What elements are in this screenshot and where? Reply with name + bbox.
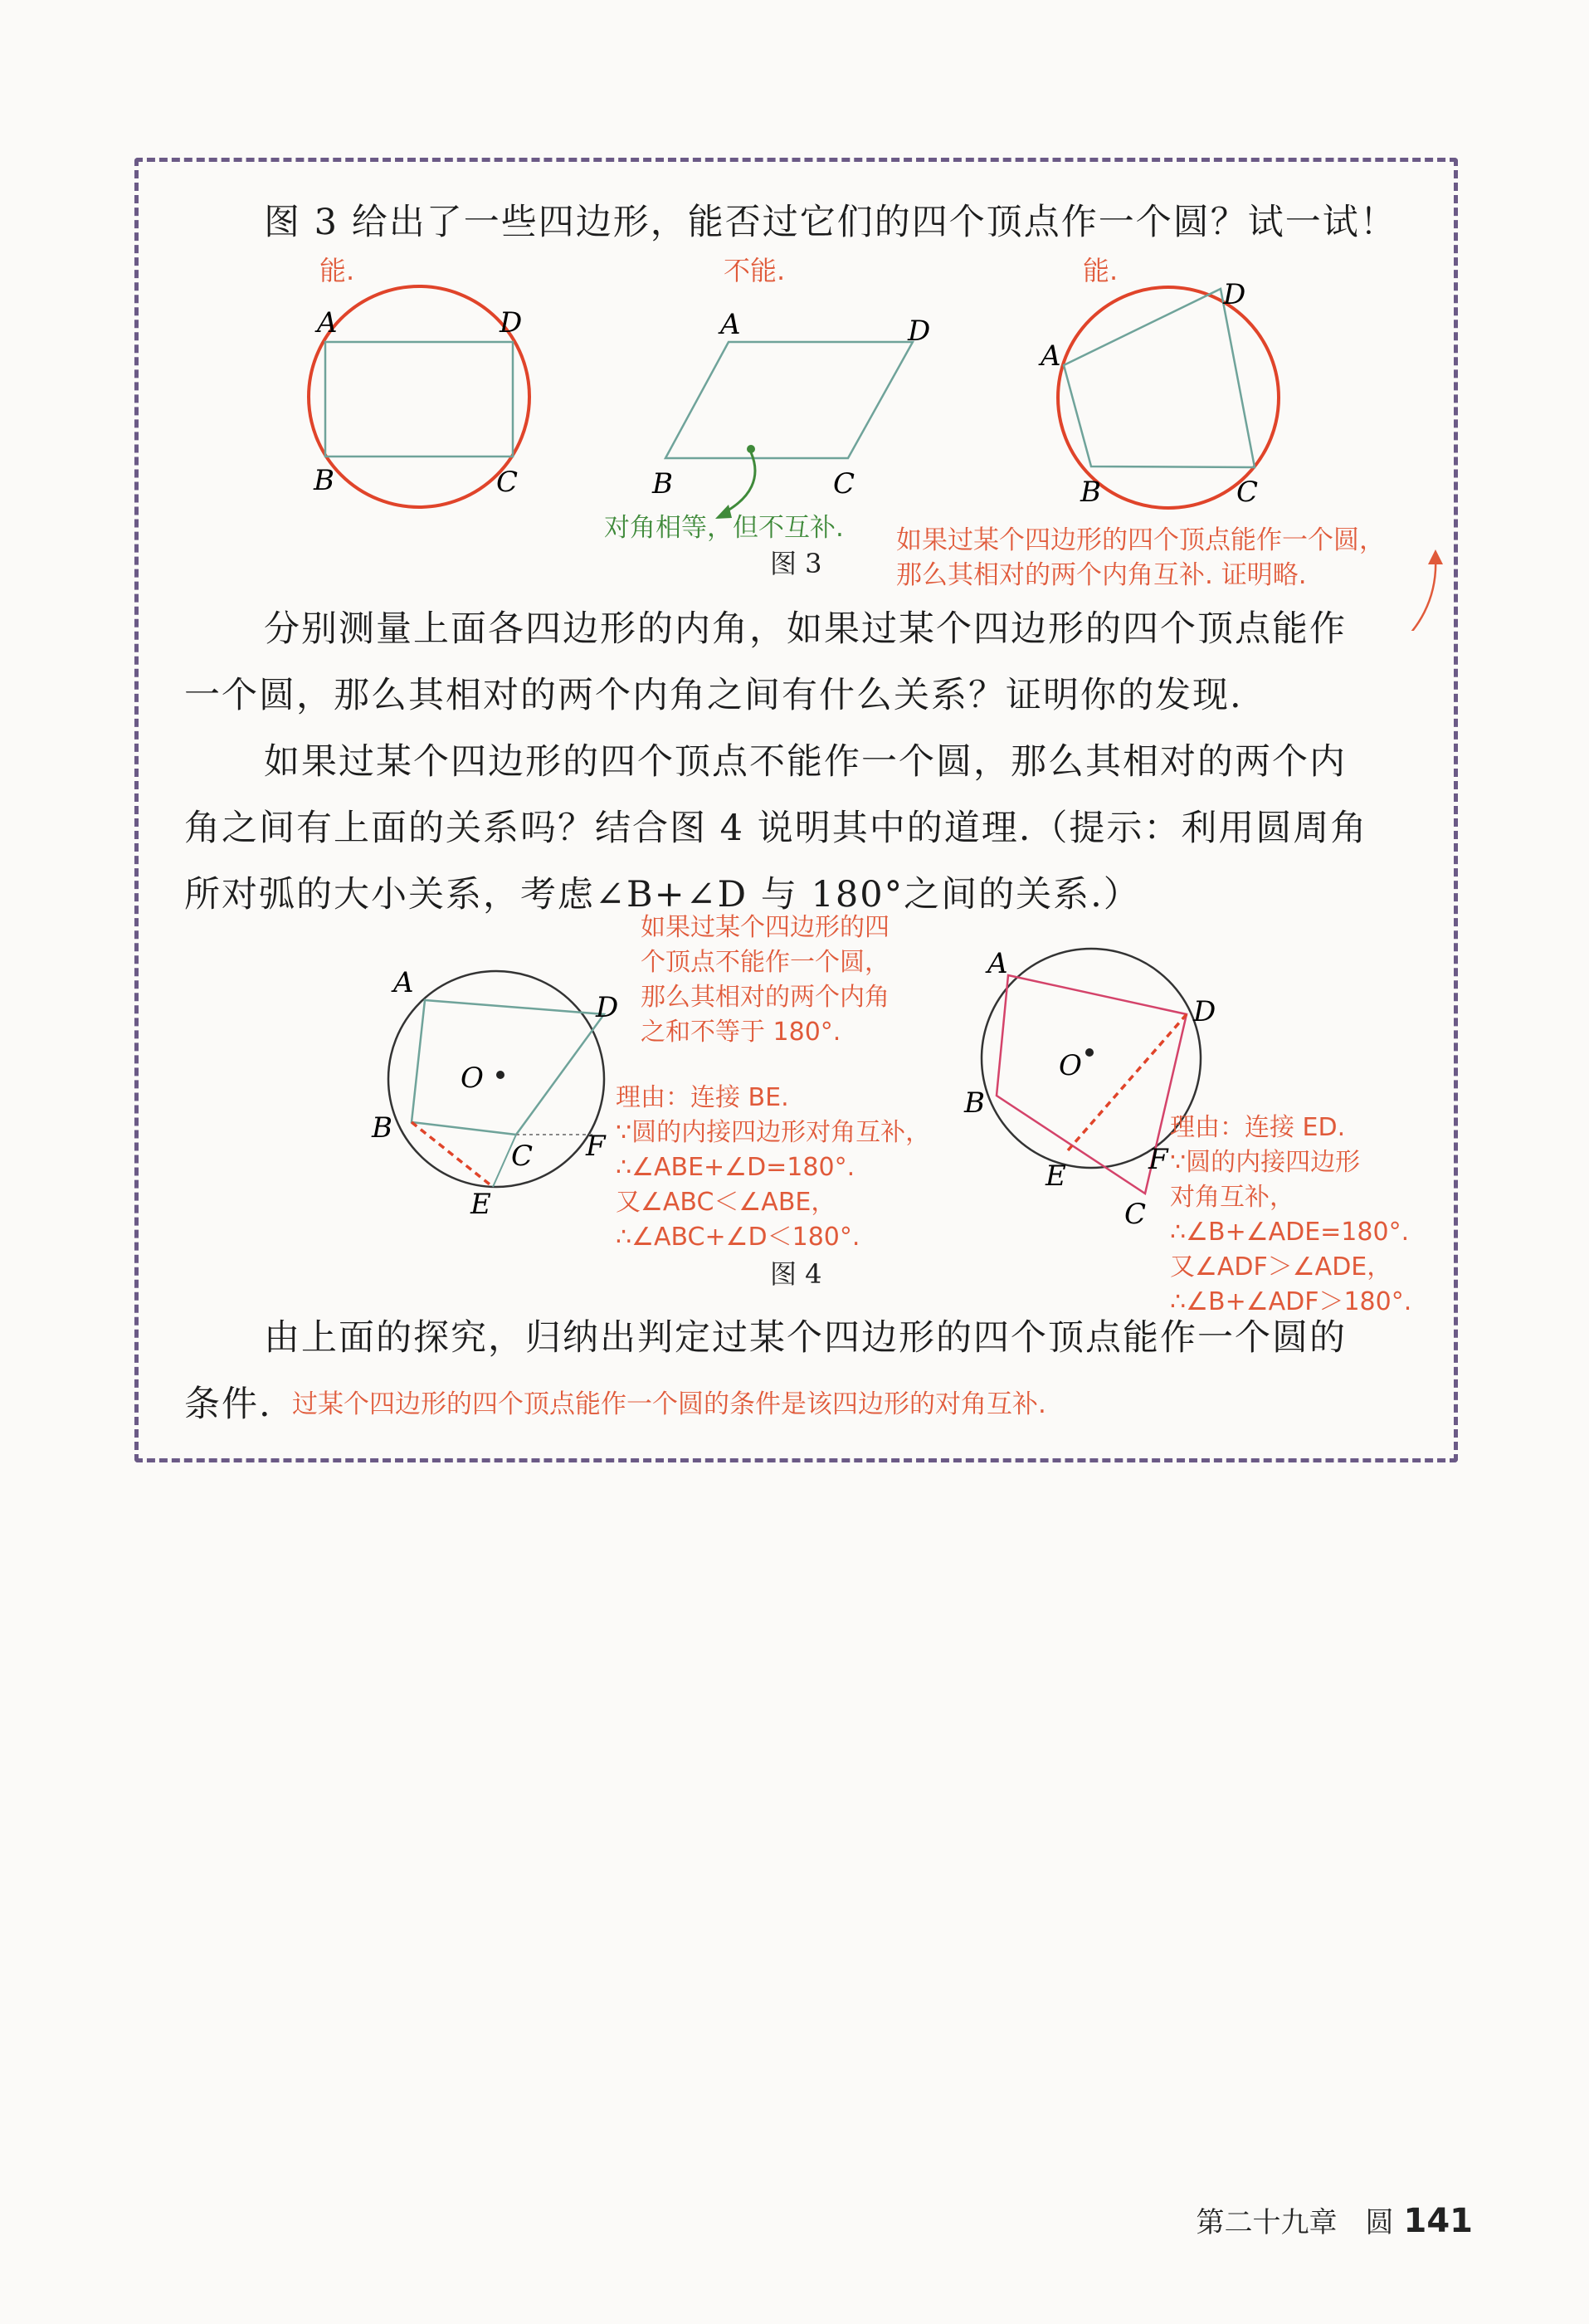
page-number: 141 — [1403, 2202, 1473, 2240]
fig3a-label-B: B — [314, 464, 334, 497]
fig4-reason-right-3: 对角互补， — [1170, 1183, 1294, 1212]
fig3-cyclic-quad-diagram — [1038, 278, 1279, 509]
fig4L-label-C: C — [511, 1140, 534, 1173]
fig3c-label-A: A — [1041, 339, 1061, 373]
fig4-reason-left-4: 又∠ABC＜∠ABE， — [616, 1188, 836, 1217]
fig3-caption: 图 3 — [770, 548, 822, 579]
fig4-reason-left-2: ∵圆的内接四边形对角互补， — [616, 1118, 931, 1147]
para2-line3: 所对弧的大小关系，考虑∠B+∠D 与 180°之间的关系.） — [184, 874, 1141, 915]
fig3-note-red-line1: 如果过某个四边形的四个顶点能作一个圆， — [896, 525, 1385, 555]
fig4R-label-F: F — [1148, 1143, 1168, 1176]
fig3c-label-B: B — [1080, 476, 1101, 509]
fig4R-label-D: D — [1193, 995, 1216, 1028]
fig3-answer-3: 能. — [1083, 255, 1119, 286]
fig3-note-green: 对角相等，但不互补. — [604, 513, 844, 543]
intro-text: 图 3 给出了一些四边形，能否过它们的四个顶点作一个圆？试一试！ — [264, 202, 1397, 243]
page-footer — [1197, 2200, 1474, 2240]
fig4L-label-B: B — [372, 1111, 392, 1145]
fig4-caption: 图 4 — [770, 1258, 822, 1290]
para1-line1: 分别测量上面各四边形的内角，如果过某个四边形的四个顶点能作 — [264, 608, 1347, 650]
fig4-reason-right-4: ∴∠B+∠ADE=180°. — [1170, 1218, 1410, 1247]
para2-line1: 如果过某个四边形的四个顶点不能作一个圆，那么其相对的两个内 — [264, 741, 1347, 783]
fig4-reason-right-6: ∴∠B+∠ADF＞180°. — [1170, 1287, 1412, 1316]
fig3-note-red-line2: 那么其相对的两个内角互补. 证明略. — [896, 560, 1307, 590]
para1-line2: 一个圆，那么其相对的两个内角之间有什么关系？证明你的发现. — [184, 675, 1243, 716]
fig4-reason-right-1: 理由：连接 ED. — [1170, 1113, 1346, 1142]
fig4-note-top-1: 如果过某个四边形的四 — [641, 913, 890, 942]
fig3c-label-C: C — [1236, 476, 1259, 509]
fig4-reason-left-5: ∴∠ABC+∠D＜180°. — [616, 1223, 860, 1252]
para3-line2: 条件. — [184, 1384, 272, 1425]
fig4L-label-F: F — [586, 1130, 606, 1163]
fig3c-label-D: D — [1223, 278, 1246, 311]
fig4-note-top-3: 那么其相对的两个内角 — [641, 983, 890, 1012]
fig4R-label-C: C — [1124, 1198, 1147, 1231]
fig3-parallelogram-diagram — [651, 308, 930, 519]
fig3-answer-1: 能. — [319, 255, 355, 286]
fig4L-label-D: D — [596, 991, 619, 1024]
fig4L-label-E: E — [470, 1188, 491, 1221]
fig3b-label-B: B — [652, 467, 673, 500]
fig4L-label-A: A — [393, 966, 414, 999]
fig4R-label-B: B — [964, 1086, 985, 1120]
chapter-title: 第二十九章 圆 — [1196, 2206, 1394, 2239]
fig3a-label-D: D — [500, 306, 523, 339]
fig4R-label-E: E — [1046, 1160, 1066, 1193]
final-answer: 过某个四边形的四个顶点能作一个圆的条件是该四边形的对角互补. — [292, 1389, 1046, 1419]
fig4R-label-O: O — [1059, 1049, 1082, 1082]
fig3b-label-D: D — [908, 315, 931, 348]
fig4-reason-left-1: 理由：连接 BE. — [616, 1083, 789, 1112]
fig4L-label-O: O — [461, 1062, 484, 1095]
fig4-note-top-4: 之和不等于 180°. — [641, 1018, 841, 1047]
fig4-reason-left-3: ∴∠ABE+∠D=180°. — [616, 1153, 855, 1182]
fig3a-label-A: A — [317, 306, 338, 339]
fig3b-label-C: C — [833, 467, 855, 500]
fig4-reason-right-2: ∵圆的内接四边形 — [1170, 1148, 1361, 1177]
fig3-answer-2: 不能. — [724, 255, 786, 286]
para2-line2: 角之间有上面的关系吗？结合图 4 说明其中的道理.（提示：利用圆周角 — [184, 808, 1368, 849]
fig3b-label-A: A — [720, 308, 741, 341]
fig4R-label-A: A — [987, 947, 1008, 980]
fig4-reason-right-5: 又∠ADF＞∠ADE， — [1170, 1252, 1392, 1282]
fig3a-label-C: C — [496, 466, 519, 499]
fig4-left-diagram — [371, 966, 618, 1221]
fig3-rectangle-diagram — [309, 286, 529, 507]
fig4-note-top-2: 个顶点不能作一个圆， — [641, 948, 890, 977]
para3-line1: 由上面的探究，归纳出判定过某个四边形的四个顶点能作一个圆的 — [264, 1317, 1347, 1359]
